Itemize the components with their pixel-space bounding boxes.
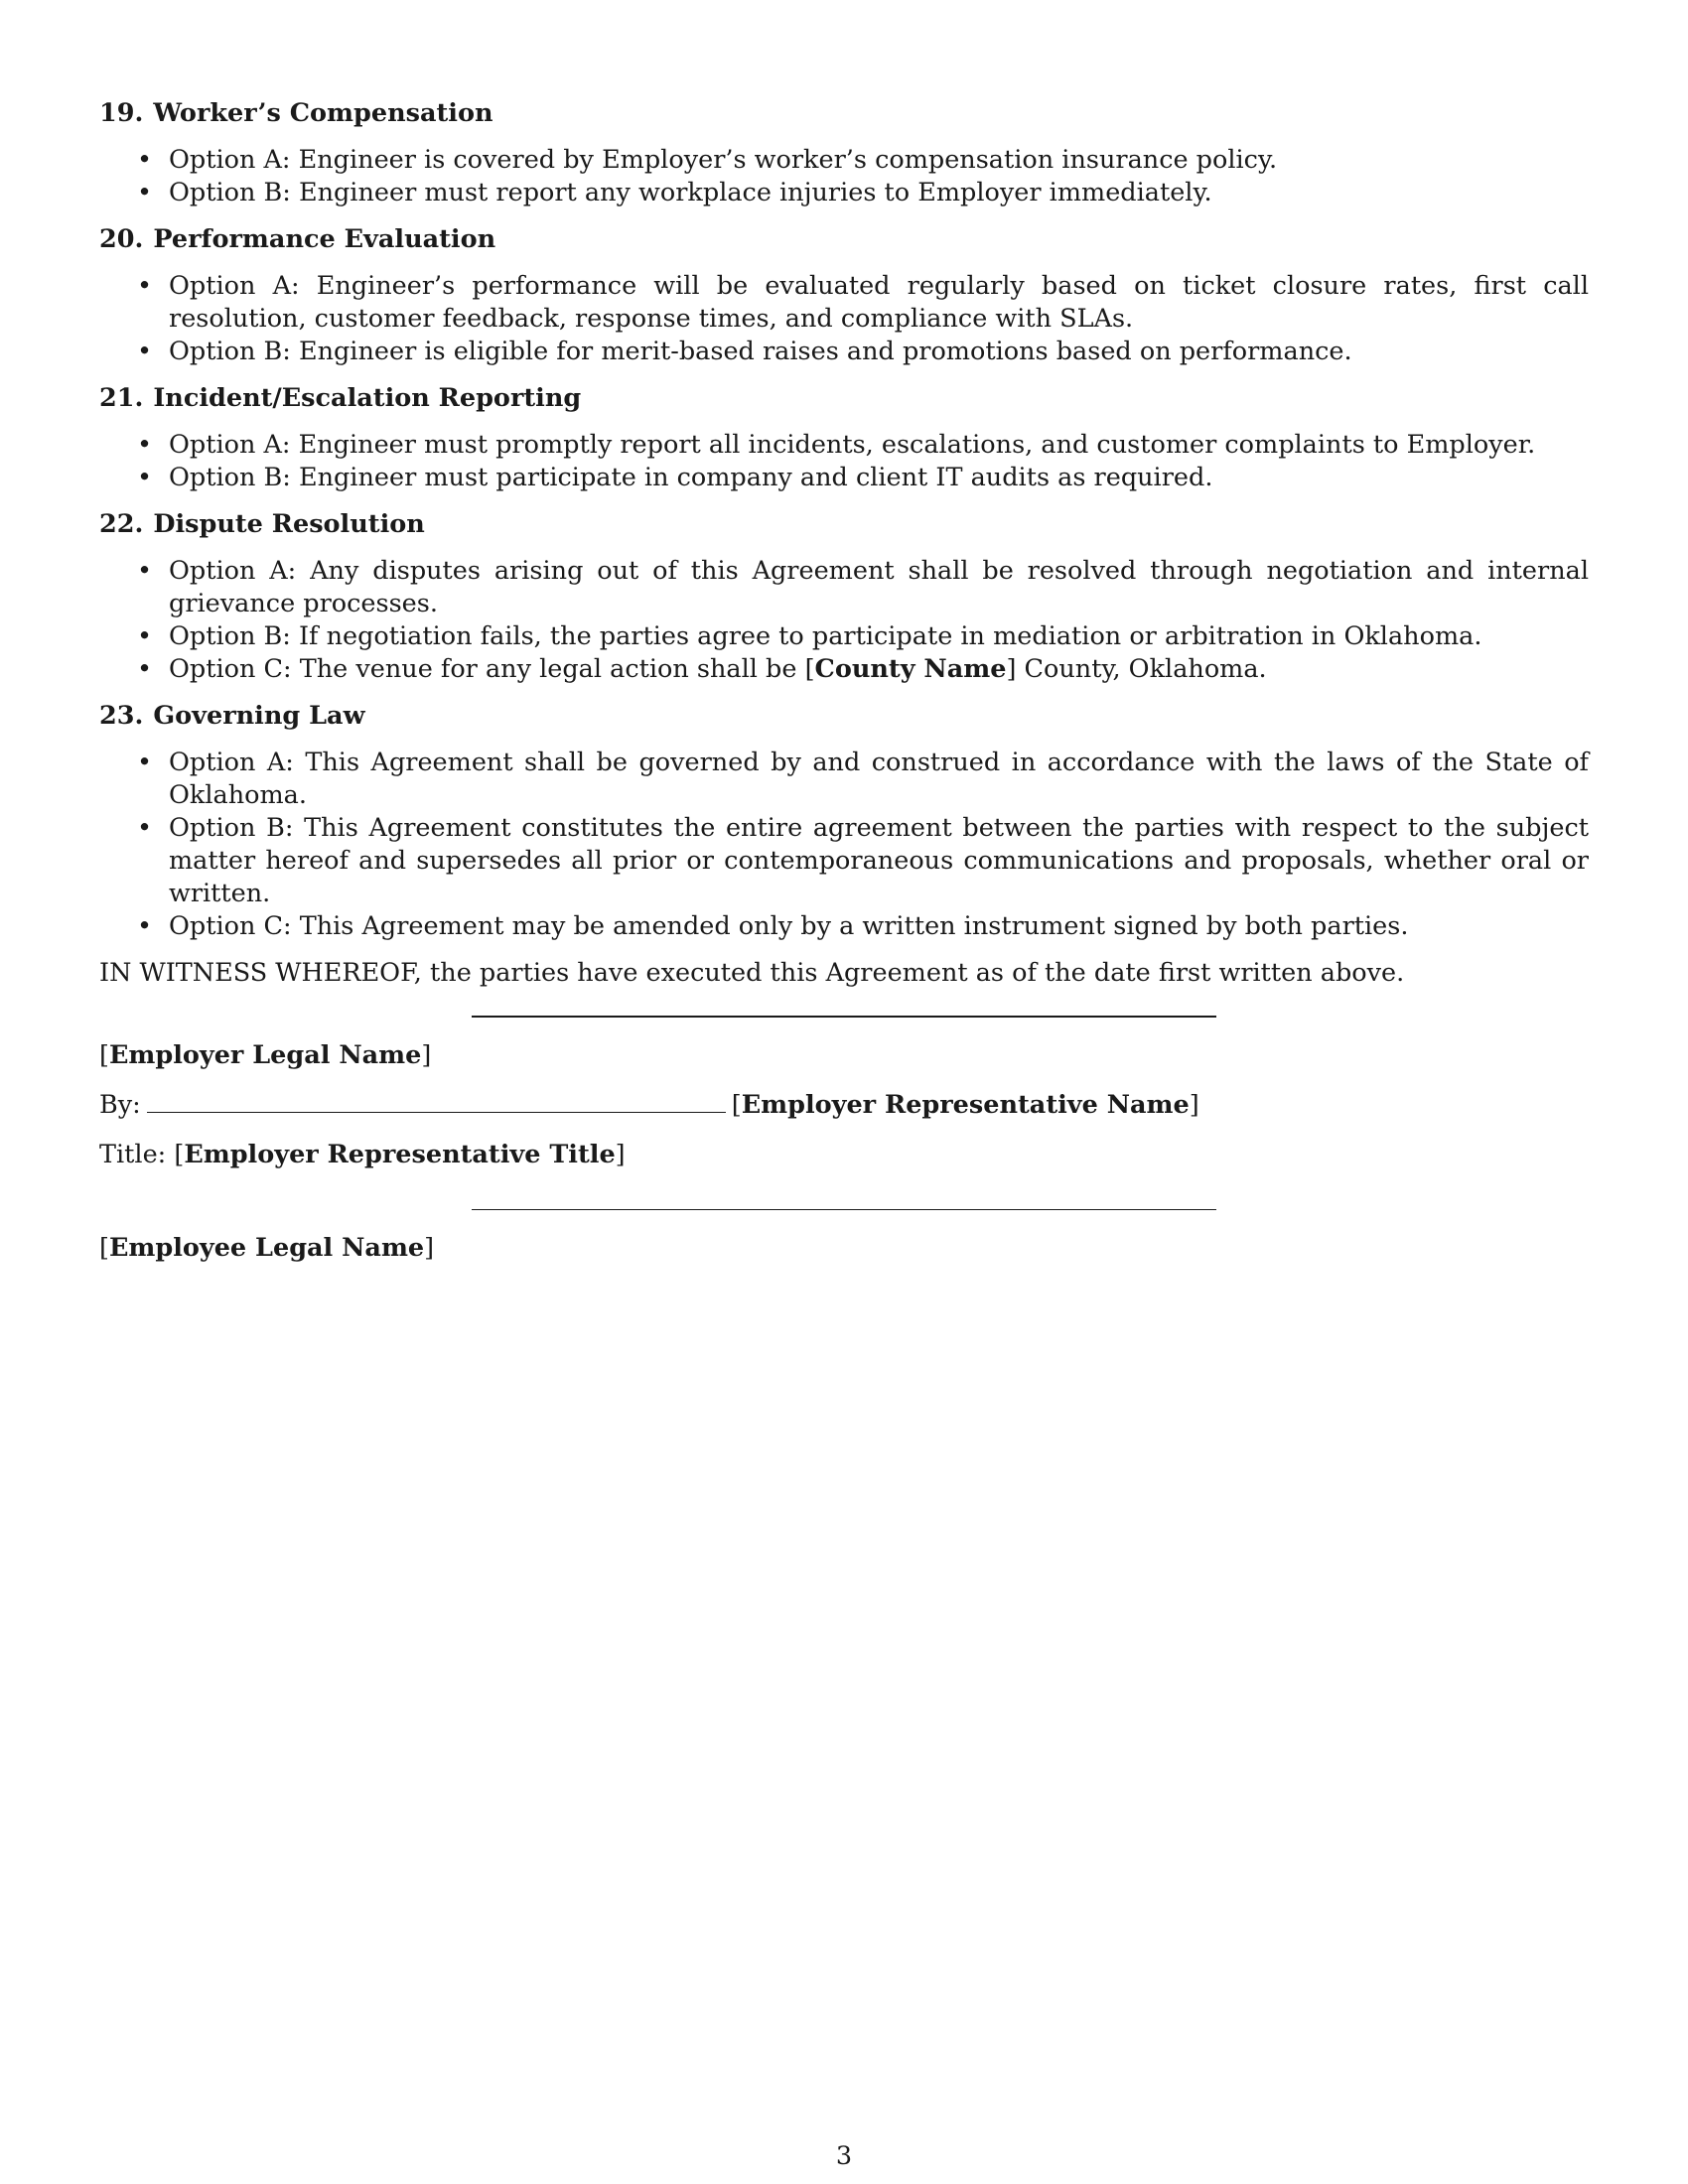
- section-23: [99, 700, 1589, 943]
- section-title: Dispute Resolution: [153, 509, 425, 539]
- option-item: • Option A: Engineer must promptly report all incidents, escalations, and customer complaints to Employer.: [99, 429, 1589, 462]
- bracket-open: [: [174, 1140, 185, 1169]
- option-list: [99, 429, 1589, 494]
- option-list: [99, 555, 1589, 686]
- option-item: • Option A: Engineer is covered by Employer’s worker’s compensation insurance policy.: [99, 144, 1589, 177]
- option-list: [99, 144, 1589, 209]
- bracket-close: ]: [615, 1140, 626, 1169]
- option-item: • Option B: Engineer is eligible for merit-based raises and promotions based on performance.: [99, 336, 1589, 368]
- option-item: [99, 653, 1589, 686]
- option-item: • Option B: If negotiation fails, the parties agree to participate in mediation or arbitration in Oklahoma.: [99, 620, 1589, 653]
- option-item: • Option B: This Agreement constitutes the entire agreement between the parties with respect to the subject matter hereof and supersedes all prior or contemporaneous communications and proposals, whether oral or written.: [99, 812, 1589, 910]
- employer-representative-name-placeholder: Employer Representative Name: [741, 1090, 1190, 1120]
- option-item: • Option B: Engineer must participate in company and client IT audits as required.: [99, 462, 1589, 494]
- section-number: 20.: [99, 224, 144, 254]
- witness-clause: IN WITNESS WHEREOF, the parties have executed this Agreement as of the date first written above.: [99, 958, 1405, 988]
- employer-representative-title-placeholder: Employer Representative Title: [184, 1140, 616, 1169]
- by-label: By:: [99, 1090, 141, 1120]
- by-signature-blank: [147, 1090, 726, 1113]
- document-page: [99, 97, 1589, 1265]
- section-heading: [99, 508, 1589, 541]
- bracket-open: [: [99, 1233, 109, 1263]
- section-heading: [99, 97, 1589, 130]
- by-row: [99, 1089, 1589, 1122]
- section-20: [99, 223, 1589, 368]
- section-heading: [99, 223, 1589, 256]
- bracket-open: [: [731, 1090, 742, 1120]
- option-list: [99, 270, 1589, 368]
- option-item: • Option A: This Agreement shall be governed by and construed in accordance with the laws of the State of Oklahoma.: [99, 747, 1589, 812]
- option-item: • Option B: Engineer must report any workplace injuries to Employer immediately.: [99, 177, 1589, 209]
- county-name-placeholder: County Name: [814, 654, 1007, 684]
- option-text: Option C: The venue for any legal action shall be: [169, 654, 805, 684]
- section-19: [99, 97, 1589, 209]
- option-text: County, Oklahoma.: [1016, 654, 1267, 684]
- section-heading: [99, 382, 1589, 415]
- section-title: Governing Law: [153, 701, 365, 731]
- section-title: Incident/Escalation Reporting: [153, 383, 582, 413]
- employee-signature-line: [472, 1209, 1216, 1210]
- employee-signature-block: [99, 1232, 1589, 1265]
- employer-signature-block: [99, 1039, 1589, 1072]
- page-number: 3: [835, 2141, 853, 2171]
- section-number: 19.: [99, 98, 144, 128]
- section-heading: [99, 700, 1589, 733]
- section-title: Worker’s Compensation: [153, 98, 493, 128]
- option-item: • Option A: Any disputes arising out of this Agreement shall be resolved through negotiation and internal grievance processes.: [99, 555, 1589, 620]
- employee-legal-name-placeholder: Employee Legal Name: [108, 1233, 425, 1263]
- section-number: 22.: [99, 509, 144, 539]
- bracket-close: ]: [1006, 654, 1017, 684]
- bracket-close: ]: [421, 1040, 432, 1070]
- section-22: [99, 508, 1589, 686]
- employer-legal-name-placeholder: Employer Legal Name: [108, 1040, 422, 1070]
- bracket-close: ]: [424, 1233, 435, 1263]
- section-title: Performance Evaluation: [153, 224, 496, 254]
- employer-signature-line: [472, 1016, 1216, 1018]
- bracket-open: [: [99, 1040, 109, 1070]
- section-21: [99, 382, 1589, 494]
- section-number: 23.: [99, 701, 144, 731]
- option-item: • Option A: Engineer’s performance will be evaluated regularly based on ticket closure rates, first call resolution, customer feedback, response times, and compliance with SLAs.: [99, 270, 1589, 336]
- title-row: [99, 1139, 1589, 1171]
- bracket-open: [: [804, 654, 815, 684]
- title-label: Title:: [99, 1140, 167, 1169]
- option-list: [99, 747, 1589, 943]
- option-item: • Option C: This Agreement may be amended only by a written instrument signed by both parties.: [99, 910, 1589, 943]
- section-number: 21.: [99, 383, 144, 413]
- bracket-close: ]: [1189, 1090, 1199, 1120]
